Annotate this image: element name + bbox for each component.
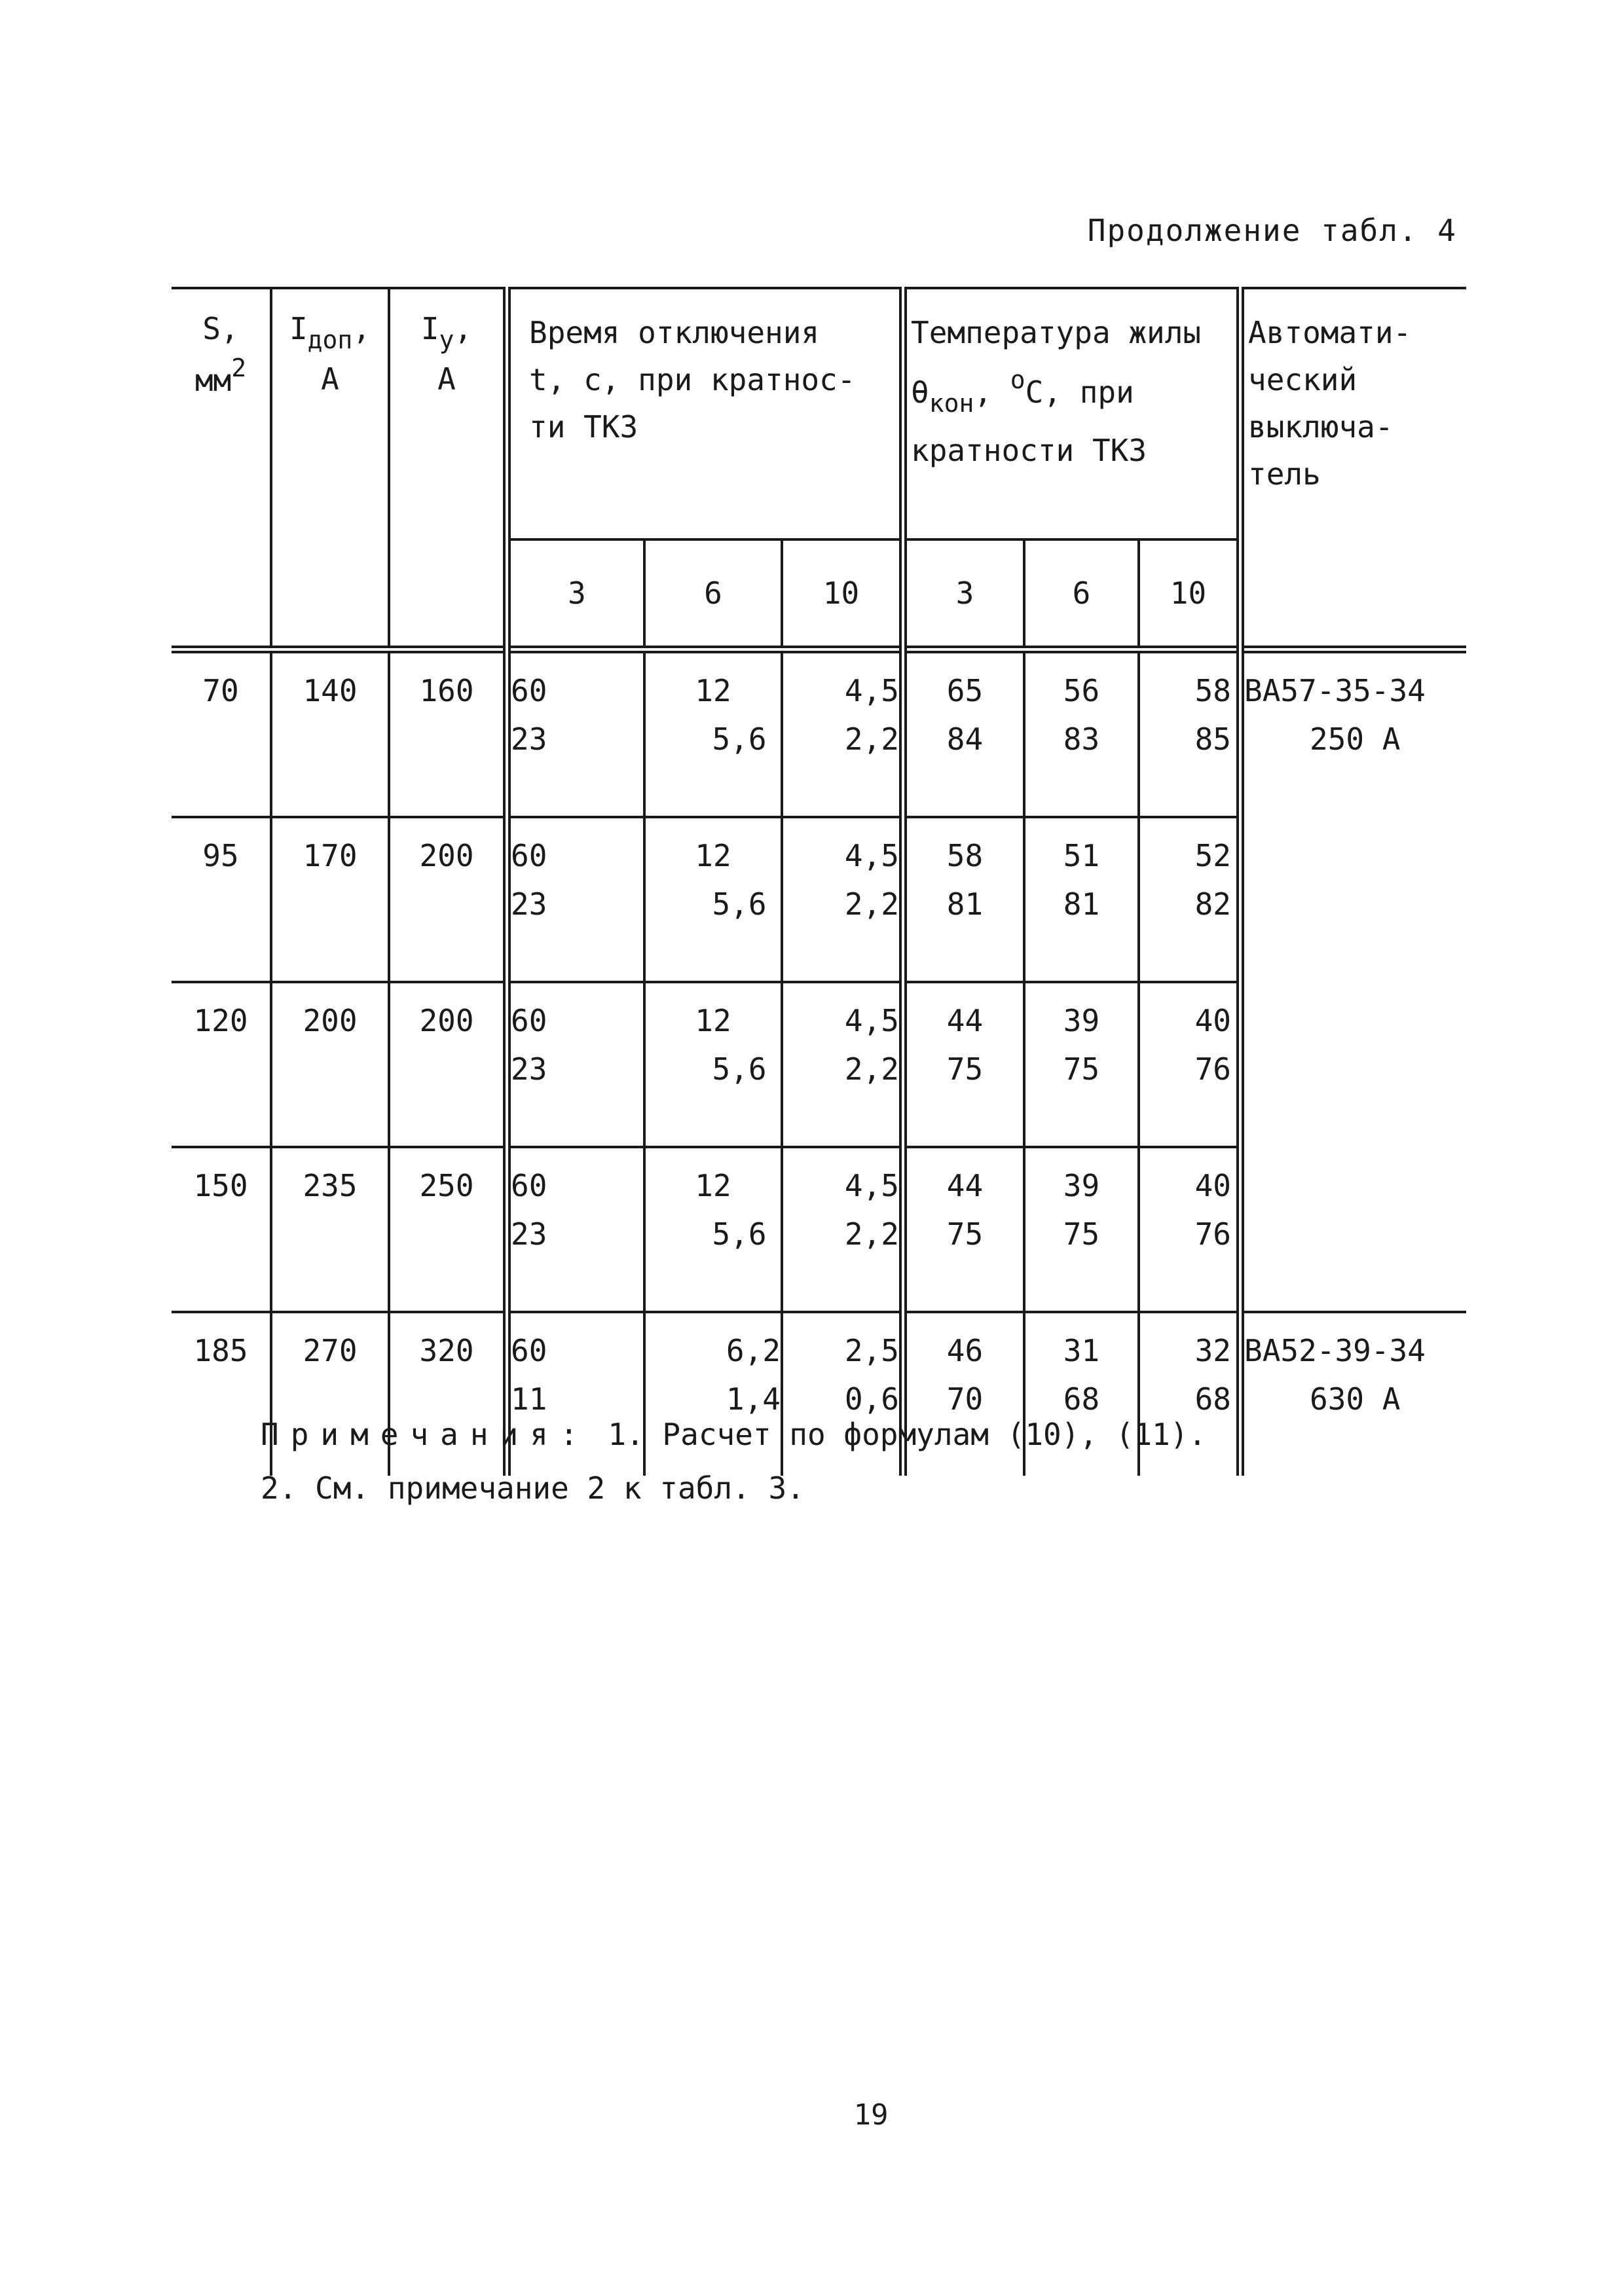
header-temp-multiple-6: 6 (1024, 539, 1139, 649)
cell-temp-3: 46 70 (903, 1312, 1024, 1476)
table-row (172, 982, 1466, 1147)
page-number: 19 (853, 2098, 889, 2132)
header-core-temperature-group: Температура жилы $\theta_{кон}$, $^о$С, при кратности ТКЗ (903, 288, 1240, 539)
header-setting-current: $I_у$, А (389, 288, 507, 649)
cell-time-10: 4,5 2,2 (782, 817, 903, 982)
cell-temp-6: 39 75 (1024, 1147, 1139, 1312)
cell-allowable-current: 140 (271, 649, 389, 817)
cell-allowable-current: 200 (271, 982, 389, 1147)
table-continuation-caption: Продолжение табл. 4 (1087, 213, 1457, 248)
cell-allowable-current: 235 (271, 1147, 389, 1312)
cell-time-10: 2,5 0,6 (782, 1312, 903, 1476)
cell-allowable-current: 170 (271, 817, 389, 982)
cell-cross-section: 185 (172, 1312, 271, 1476)
header-allowable-current: $I_{доп}$, А (271, 288, 389, 649)
cell-cross-section: 120 (172, 982, 271, 1147)
cell-time-6: 12 5,6 (644, 982, 782, 1147)
header-time-multiple-3: 3 (507, 539, 644, 649)
cell-time-3: 60 23 (507, 1147, 644, 1312)
cell-time-6: 12 5,6 (644, 1147, 782, 1312)
note-1: 1. Расчет по формулам (10), (11). (608, 1417, 1207, 1452)
cell-temp-10: 32 68 (1139, 1312, 1240, 1476)
cell-time-3: 60 11 (507, 1312, 644, 1476)
cell-cross-section: 70 (172, 649, 271, 817)
cell-temp-10: 58 85 (1139, 649, 1240, 817)
header-temp-multiple-3: 3 (903, 539, 1024, 649)
cell-temp-6: 31 68 (1024, 1312, 1139, 1476)
cell-time-3: 60 23 (507, 982, 644, 1147)
cell-cross-section: 150 (172, 1147, 271, 1312)
cell-temp-6: 39 75 (1024, 982, 1139, 1147)
cell-time-3: 60 23 (507, 817, 644, 982)
cell-time-10: 4,5 2,2 (782, 1147, 903, 1312)
cell-time-10: 4,5 2,2 (782, 982, 903, 1147)
cell-circuit-breaker (1240, 817, 1466, 982)
table-row (172, 817, 1466, 982)
notes-line-1 (261, 1408, 1206, 1461)
cell-circuit-breaker: ВА52-39-34 630 А (1240, 1312, 1466, 1476)
cell-temp-6: 56 83 (1024, 649, 1139, 817)
cell-setting-current: 250 (389, 1147, 507, 1312)
cell-cross-section: 95 (172, 817, 271, 982)
cell-setting-current: 320 (389, 1312, 507, 1476)
cell-temp-10: 40 76 (1139, 982, 1240, 1147)
header-temp-multiple-10: 10 (1139, 539, 1240, 649)
header-time-multiple-10: 10 (782, 539, 903, 649)
data-table-wrapper (172, 287, 1466, 1476)
notes-label: Примечания: (261, 1417, 590, 1452)
note-2: 2. См. примечание 2 к табл. 3. (261, 1470, 805, 1506)
cell-setting-current: 200 (389, 982, 507, 1147)
cell-temp-10: 52 82 (1139, 817, 1240, 982)
cell-circuit-breaker: ВА57-35-34 250 А (1240, 649, 1466, 817)
cell-time-6: 12 5,6 (644, 649, 782, 817)
data-table (172, 287, 1466, 1476)
table-row (172, 649, 1466, 817)
table-row (172, 1147, 1466, 1312)
cell-temp-3: 44 75 (903, 982, 1024, 1147)
cell-temp-3: 58 81 (903, 817, 1024, 982)
header-circuit-breaker: Автомати- ческий выключа- тель (1240, 288, 1466, 649)
cell-time-6: 12 5,6 (644, 817, 782, 982)
table-notes (261, 1408, 1206, 1515)
cell-temp-10: 40 76 (1139, 1147, 1240, 1312)
cell-time-3: 60 23 (507, 649, 644, 817)
cell-circuit-breaker (1240, 982, 1466, 1147)
cell-setting-current: 200 (389, 817, 507, 982)
cell-temp-3: 65 84 (903, 649, 1024, 817)
cell-allowable-current: 270 (271, 1312, 389, 1476)
cell-circuit-breaker (1240, 1147, 1466, 1312)
cell-temp-3: 44 75 (903, 1147, 1024, 1312)
header-time-multiple-6: 6 (644, 539, 782, 649)
cell-time-10: 4,5 2,2 (782, 649, 903, 817)
cell-temp-6: 51 81 (1024, 817, 1139, 982)
cell-time-6: 6,2 1,4 (644, 1312, 782, 1476)
header-trip-time-group: Время отключения t, с, при кратнос- ти ТКЗ (507, 288, 903, 539)
cell-setting-current: 160 (389, 649, 507, 817)
header-cross-section: S, $мм^2$ (194, 311, 247, 398)
